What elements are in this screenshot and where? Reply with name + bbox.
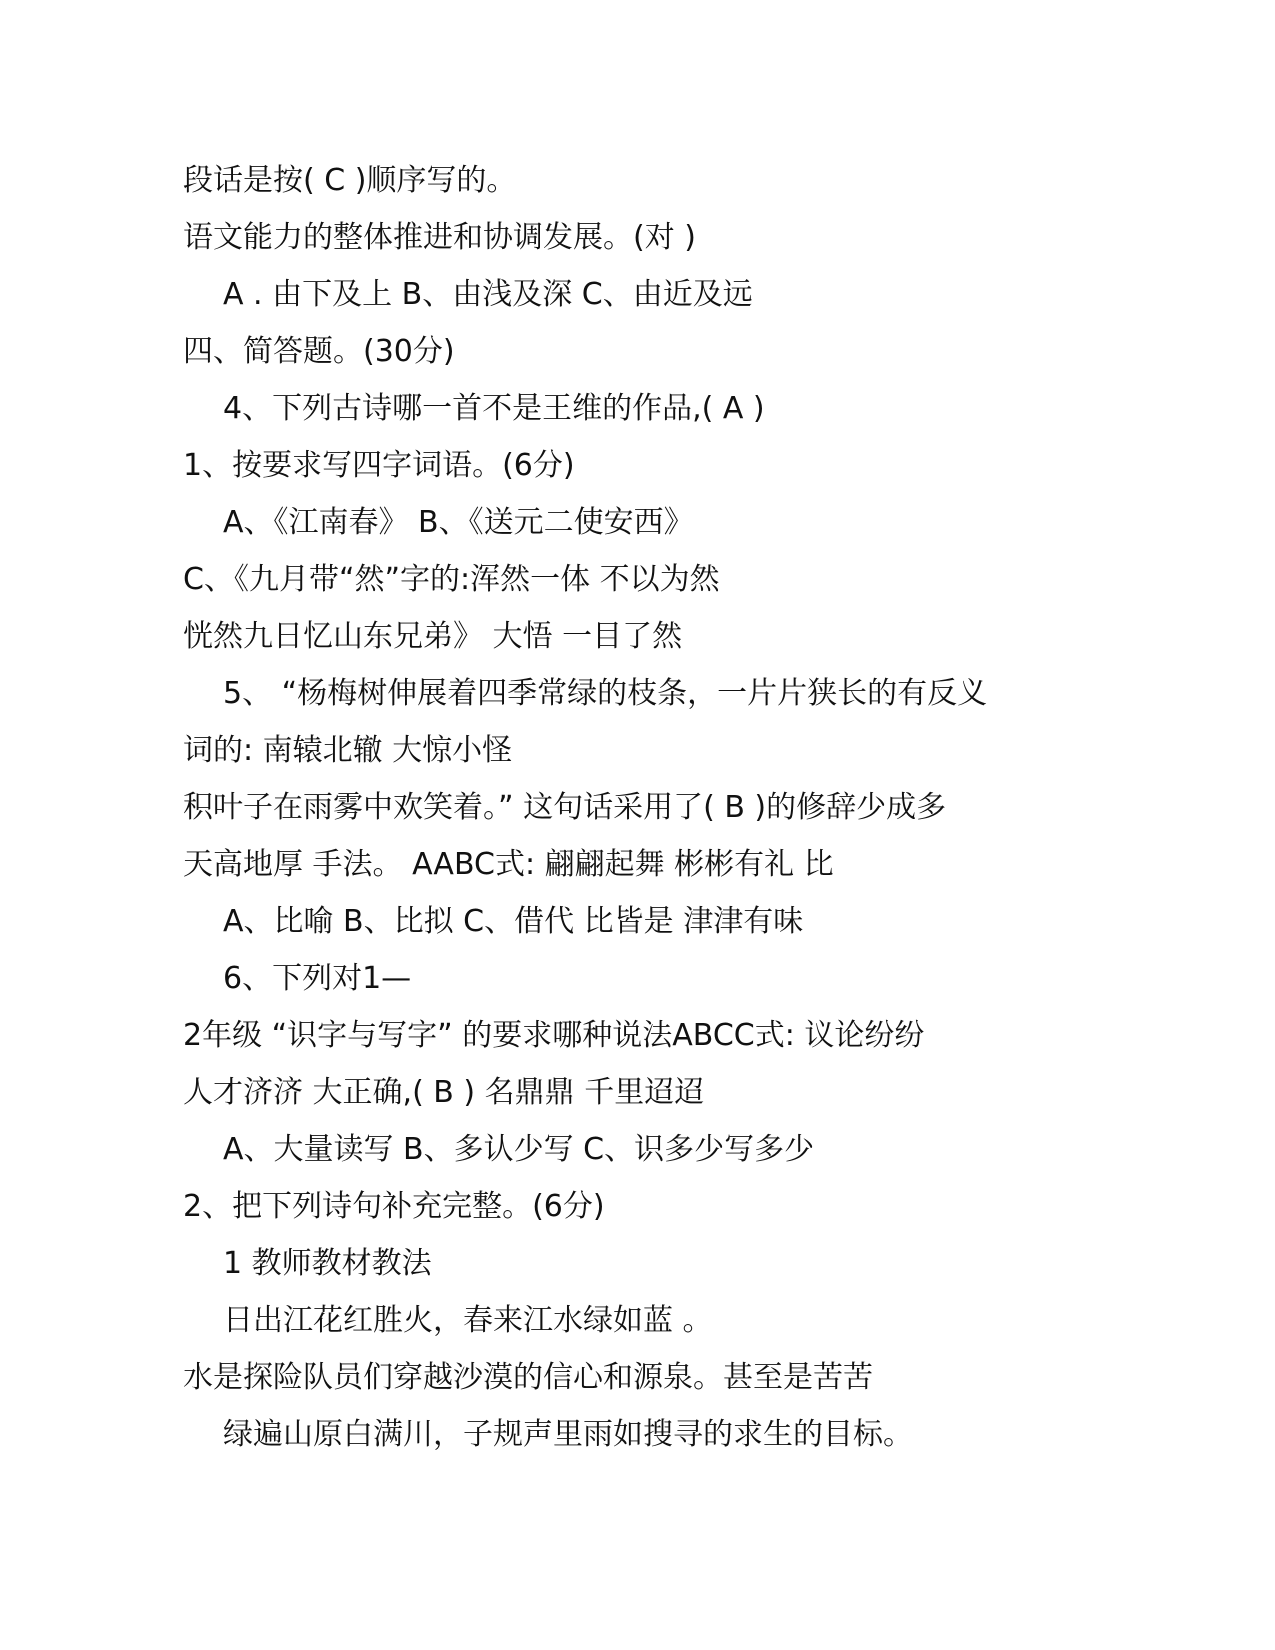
text-line: 5、 “杨梅树伸展着四季常绿的枝条，一片片狭长的有反义 [223, 676, 988, 711]
text-line: 语文能力的整体推进和协调发展。(对 ) [183, 220, 696, 255]
text-line: 天高地厚 手法。 AABC式: 翩翩起舞 彬彬有礼 比 [183, 847, 834, 882]
text-line: 日出江花红胜火，春来江水绿如蓝 。 [223, 1303, 713, 1338]
text-line: 2年级 “识字与写字” 的要求哪种说法ABCC式: 议论纷纷 [183, 1018, 925, 1053]
text-line: 4、下列古诗哪一首不是王维的作品,( A ) [223, 391, 765, 426]
text-line: 恍然九日忆山东兄弟》 大悟 一目了然 [183, 619, 683, 654]
text-line: 人才济济 大正确,( B ) 名鼎鼎 千里迢迢 [183, 1075, 705, 1110]
text-line: A、比喻 B、比拟 C、借代 比皆是 津津有味 [223, 904, 804, 939]
text-line: 1、按要求写四字词语。(6分) [183, 448, 575, 483]
section-heading: 四、简答题。(30分) [183, 334, 455, 369]
text-line: A、大量读写 B、多认少写 C、识多少写多少 [223, 1132, 815, 1167]
text-line: 2、把下列诗句补充完整。(6分) [183, 1189, 605, 1224]
text-line: 6、下列对1— [223, 961, 412, 996]
document-body [183, 152, 1083, 1463]
text-line: 1 教师教材教法 [223, 1246, 432, 1281]
text-line: 水是探险队员们穿越沙漠的信心和源泉。甚至是苦苦 [183, 1360, 873, 1395]
text-line: A . 由下及上 B、由浅及深 C、由近及远 [223, 277, 753, 312]
text-line: 绿遍山原白满川，子规声里雨如搜寻的求生的目标。 [223, 1417, 913, 1452]
text-line: 词的: 南辕北辙 大惊小怪 [183, 733, 513, 768]
text-line: C、《九月带“然”字的:浑然一体 不以为然 [183, 562, 720, 597]
text-line: 积叶子在雨雾中欢笑着。” 这句话采用了( B )的修辞少成多 [183, 790, 947, 825]
text-line: 段话是按( C )顺序写的。 [183, 163, 517, 198]
text-line: A、《江南春》 B、《送元二使安西》 [223, 505, 694, 540]
